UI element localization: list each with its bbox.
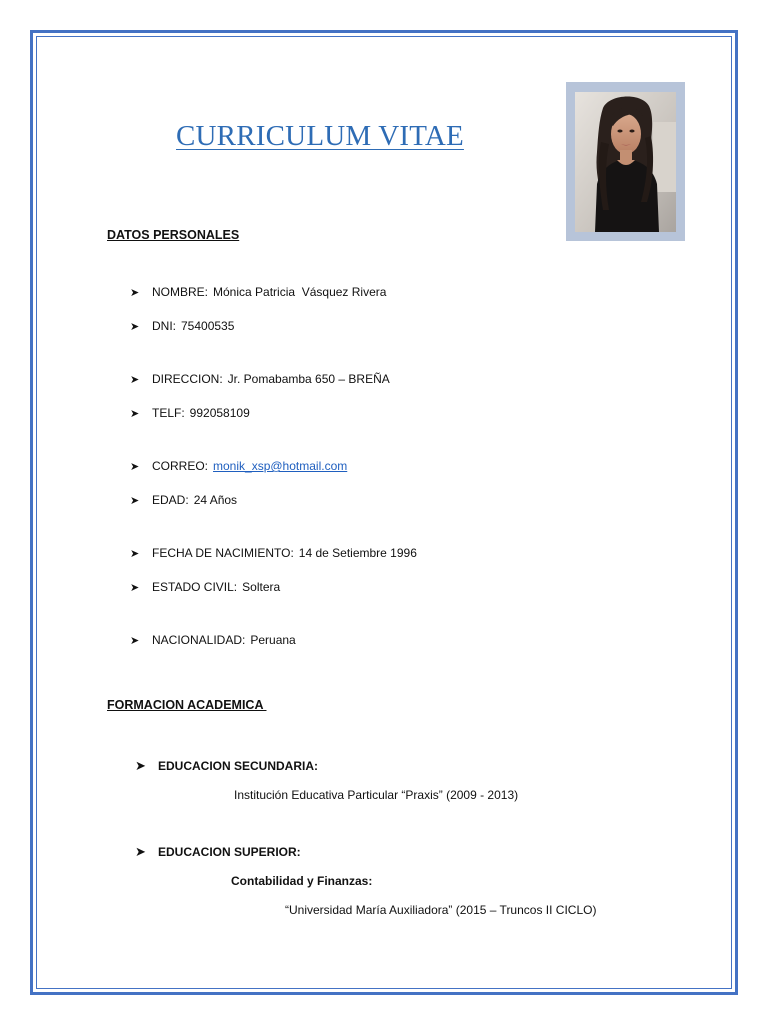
field-label: EDAD: [152,493,189,507]
arrow-bullet-icon: ➤ [130,581,140,594]
field-value: 14 de Setiembre 1996 [298,546,417,560]
list-item-nacionalidad [130,633,296,647]
field-value: Peruana [250,633,296,647]
field-value: Jr. Pomabamba 650 – BREÑA [227,372,390,386]
field-label: ESTADO CIVIL: [152,580,238,594]
superior-career: Contabilidad y Finanzas: [231,874,373,888]
photo-frame [566,82,685,241]
field-label: TELF: [152,406,185,420]
list-item-correo [130,459,347,473]
field-label: FECHA DE NACIMIENTO: [152,546,294,560]
field-label: DNI: [152,319,176,333]
field-label: CORREO: [152,459,209,473]
arrow-bullet-icon: ➤ [130,547,140,560]
list-item-dni [130,319,234,333]
arrow-bullet-icon: ➤ [130,407,140,420]
list-item-nombre [130,285,386,299]
list-item-secundaria [135,758,318,774]
secondary-school-detail: Institución Educativa Particular “Praxis” (2009 - 2013) [234,788,519,802]
arrow-bullet-icon: ➤ [130,634,140,647]
arrow-bullet-icon: ➤ [130,286,140,299]
list-item-superior [135,844,301,860]
field-value: 24 Años [193,493,238,507]
education-label: EDUCACION SUPERIOR: [158,845,301,859]
portrait-photo-svg [575,92,676,232]
field-value: 75400535 [181,319,235,333]
list-item-estado-civil [130,580,280,594]
document-title: CURRICULUM VITAE [176,120,464,152]
email-link[interactable]: monik_xsp@hotmail.com [213,459,348,473]
arrow-bullet-icon: ➤ [130,320,140,333]
arrow-bullet-icon: ➤ [135,758,146,773]
arrow-bullet-icon: ➤ [135,844,146,859]
section-heading-personal: DATOS PERSONALES [107,228,240,242]
field-value: Soltera [242,580,281,594]
arrow-bullet-icon: ➤ [130,494,140,507]
arrow-bullet-icon: ➤ [130,460,140,473]
list-item-edad [130,493,237,507]
list-item-direccion [130,372,390,386]
field-label: DIRECCION: [152,372,223,386]
field-label: NACIONALIDAD: [152,633,246,647]
portrait-photo [575,92,676,232]
education-label: EDUCACION SECUNDARIA: [158,759,319,773]
section-heading-academic: FORMACION ACADEMICA [107,698,267,712]
field-value: 992058109 [189,406,250,420]
arrow-bullet-icon: ➤ [130,373,140,386]
field-value: Mónica Patricia Vásquez Rivera [213,285,387,299]
list-item-telf [130,406,250,420]
list-item-fecha-nacimiento [130,546,417,560]
field-label: NOMBRE: [152,285,209,299]
superior-university-detail: “Universidad María Auxiliadora” (2015 – Truncos II CICLO) [285,903,597,917]
